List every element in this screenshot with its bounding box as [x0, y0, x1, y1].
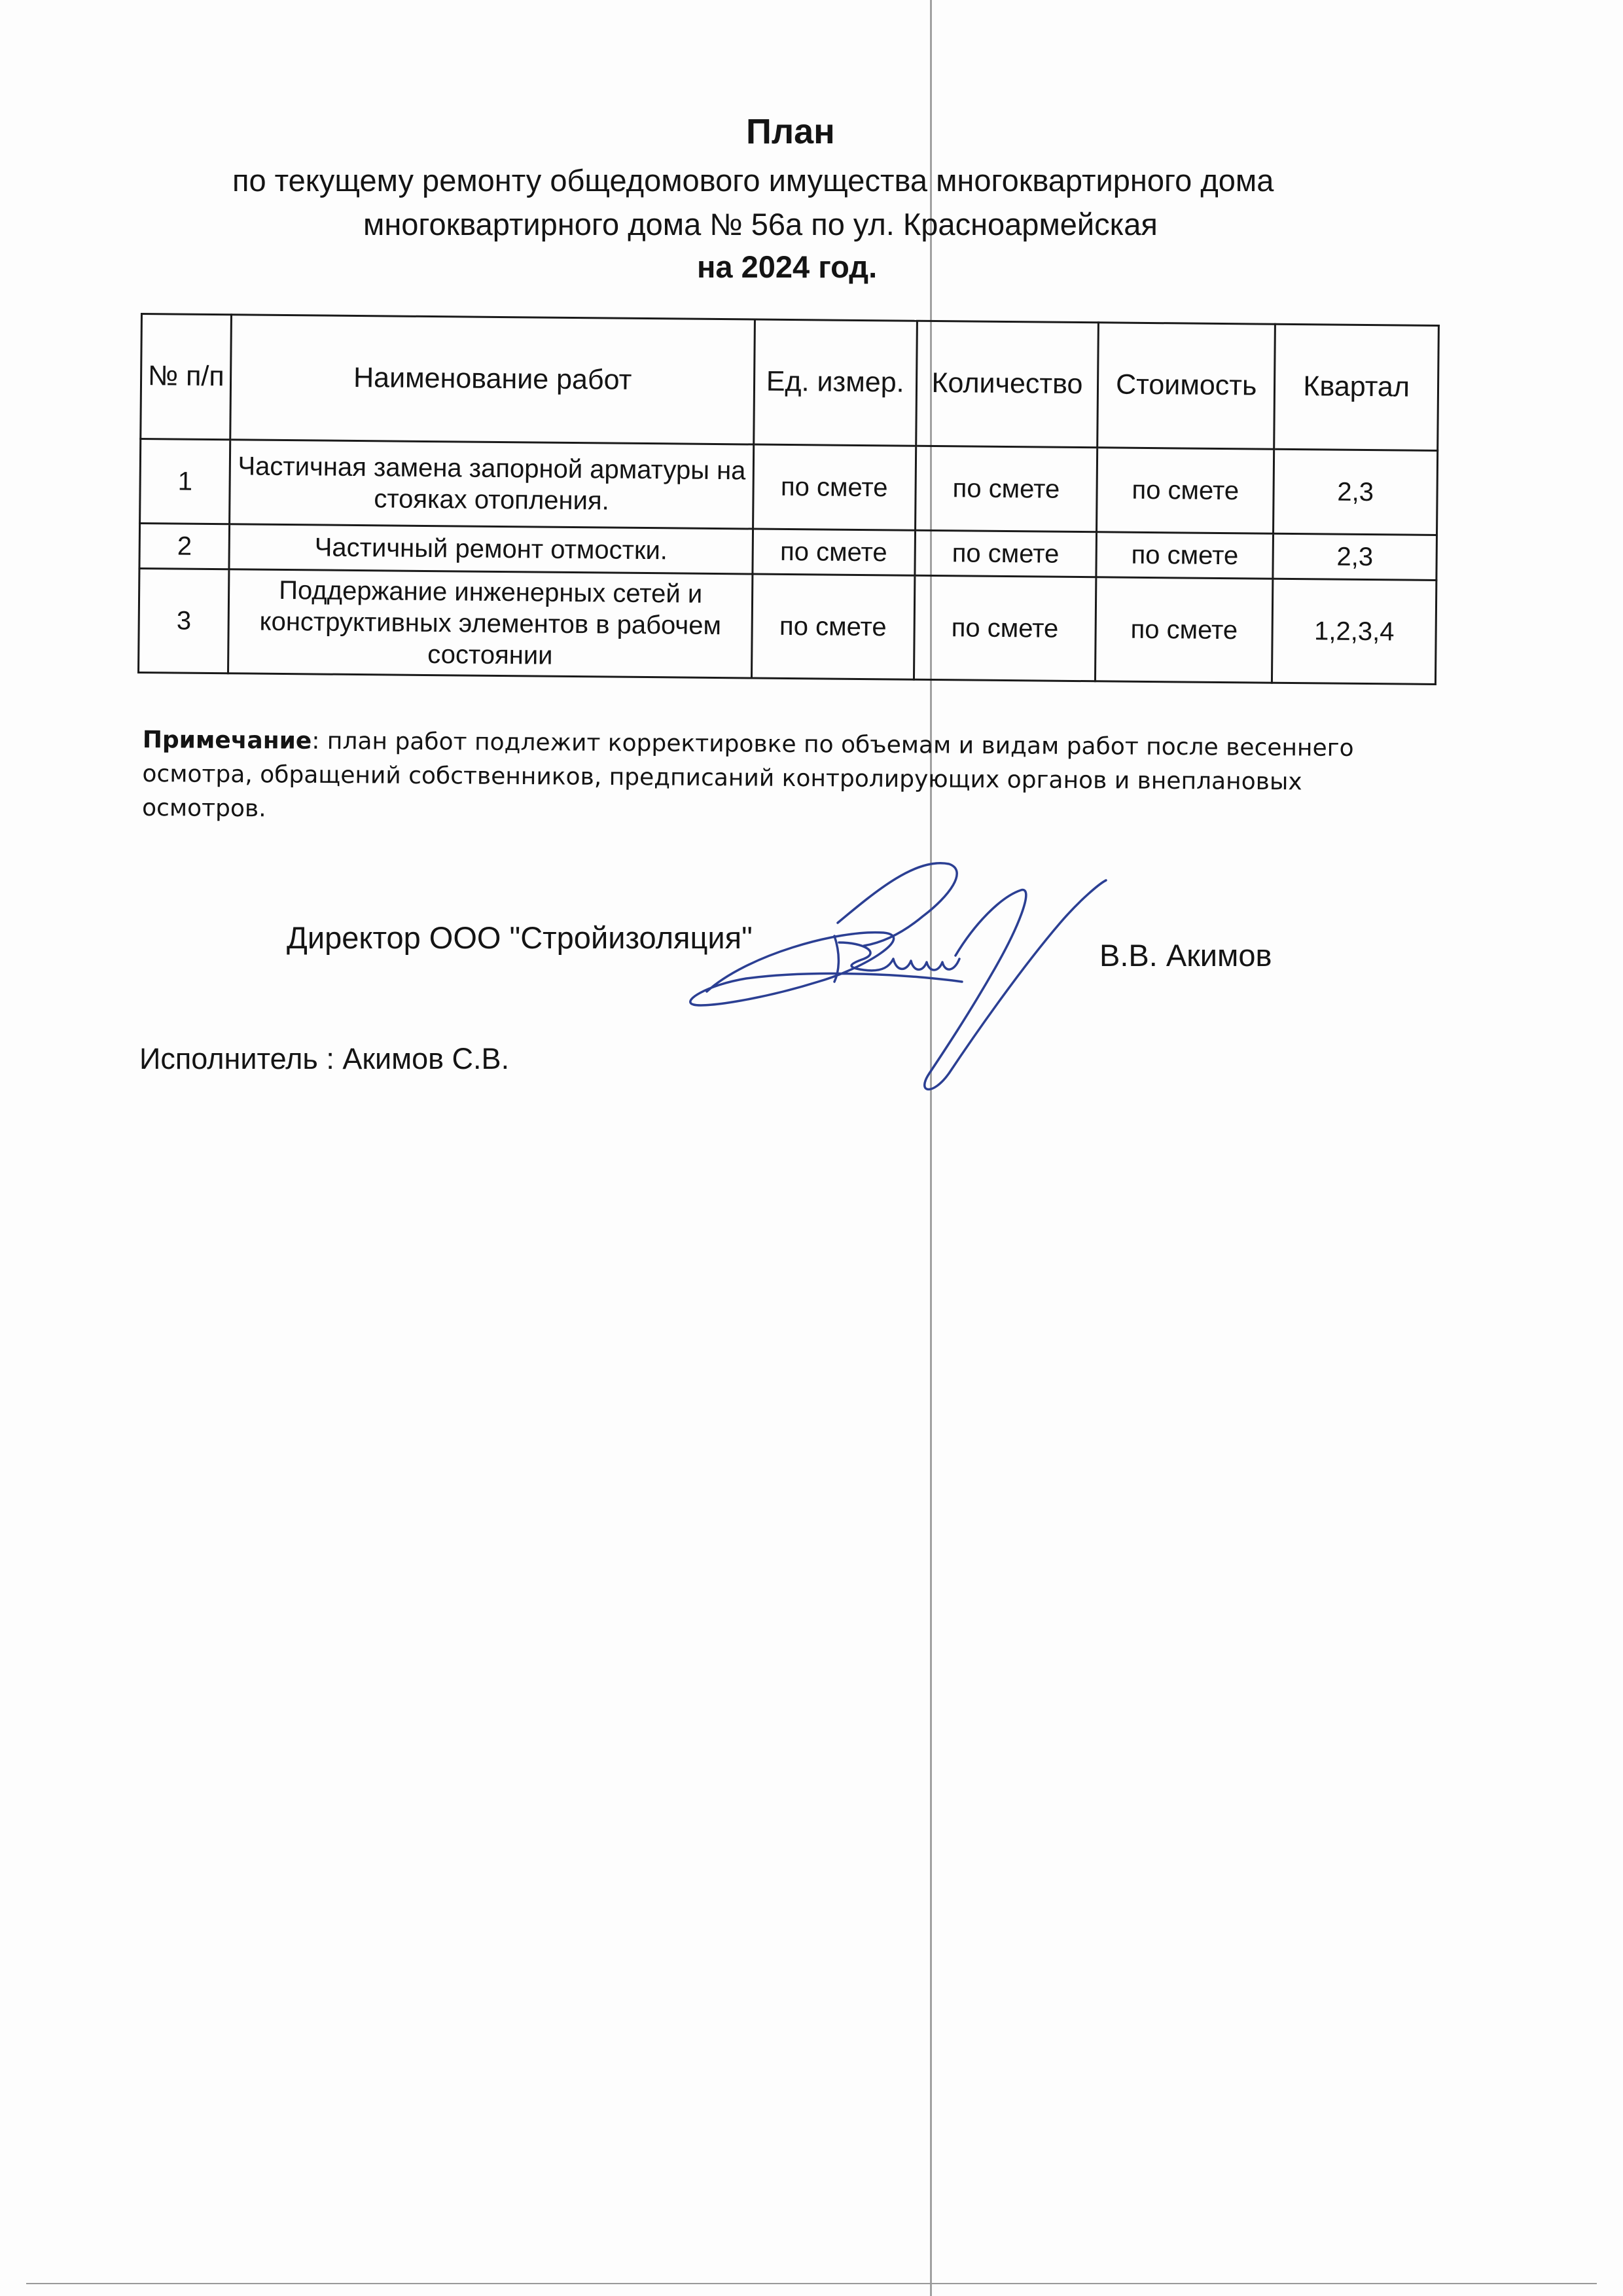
cell-work-name: Частичный ремонт отмостки.	[229, 524, 753, 574]
cell-number: 1	[140, 439, 231, 524]
note-text: : план работ подлежит корректировке по объемам и видам работ после весеннего осмотра, обращений собственников, предписаний контролирующих органов и внеплановых осмотров.	[141, 727, 1354, 823]
cell-number: 2	[139, 524, 230, 569]
works-plan-table	[137, 313, 1440, 685]
subtitle-line-1: по текущему ремонту общедомового имущества многоквартирного дома	[232, 163, 1274, 198]
table-header-row	[141, 314, 1439, 451]
table-row	[140, 439, 1438, 535]
subtitle-line-2: многоквартирного дома № 56а по ул. Красноармейская	[363, 207, 1158, 242]
cell-cost: по смете	[1097, 448, 1274, 533]
handwritten-signature	[668, 844, 1126, 1119]
cell-work-name: Поддержание инженерных сетей и конструктивных элементов в рабочем состоянии	[228, 569, 753, 678]
header-quarter: Квартал	[1274, 324, 1438, 450]
subtitle-year: на 2024 год.	[697, 249, 878, 284]
cell-quantity: по смете	[914, 575, 1096, 681]
note-label: Примечание	[142, 726, 312, 755]
cell-quarter: 1,2,3,4	[1272, 579, 1436, 684]
note-paragraph	[142, 723, 1425, 834]
cell-cost: по смете	[1096, 532, 1274, 579]
cell-work-name: Частичная замена запорной арматуры на стояках отопления.	[230, 440, 754, 529]
cell-cost: по смете	[1096, 577, 1274, 683]
cell-unit: по смете	[753, 529, 915, 575]
cell-number: 3	[139, 568, 230, 673]
header-unit: Ед. измер.	[754, 319, 917, 446]
cell-quarter: 2,3	[1274, 449, 1438, 535]
document-title: План	[746, 112, 835, 151]
header-number: № п/п	[141, 314, 232, 440]
table-row	[139, 568, 1436, 684]
header-cost: Стоимость	[1097, 323, 1275, 449]
cell-unit: по смете	[753, 444, 916, 530]
cell-quarter: 2,3	[1273, 533, 1436, 580]
scan-bottom-edge	[26, 2283, 1597, 2284]
director-name: В.В. Акимов	[1099, 938, 1272, 973]
signature-stroke-tail	[925, 880, 1106, 1089]
cell-unit: по смете	[751, 574, 914, 679]
cell-quantity: по смете	[915, 446, 1097, 532]
header-work-name: Наименование работ	[230, 315, 755, 444]
cell-quantity: по смете	[914, 530, 1096, 577]
executor-line: Исполнитель : Акимов С.В.	[139, 1042, 510, 1075]
director-title: Директор ООО "Стройизоляция"	[287, 920, 753, 955]
header-quantity: Количество	[916, 321, 1098, 448]
